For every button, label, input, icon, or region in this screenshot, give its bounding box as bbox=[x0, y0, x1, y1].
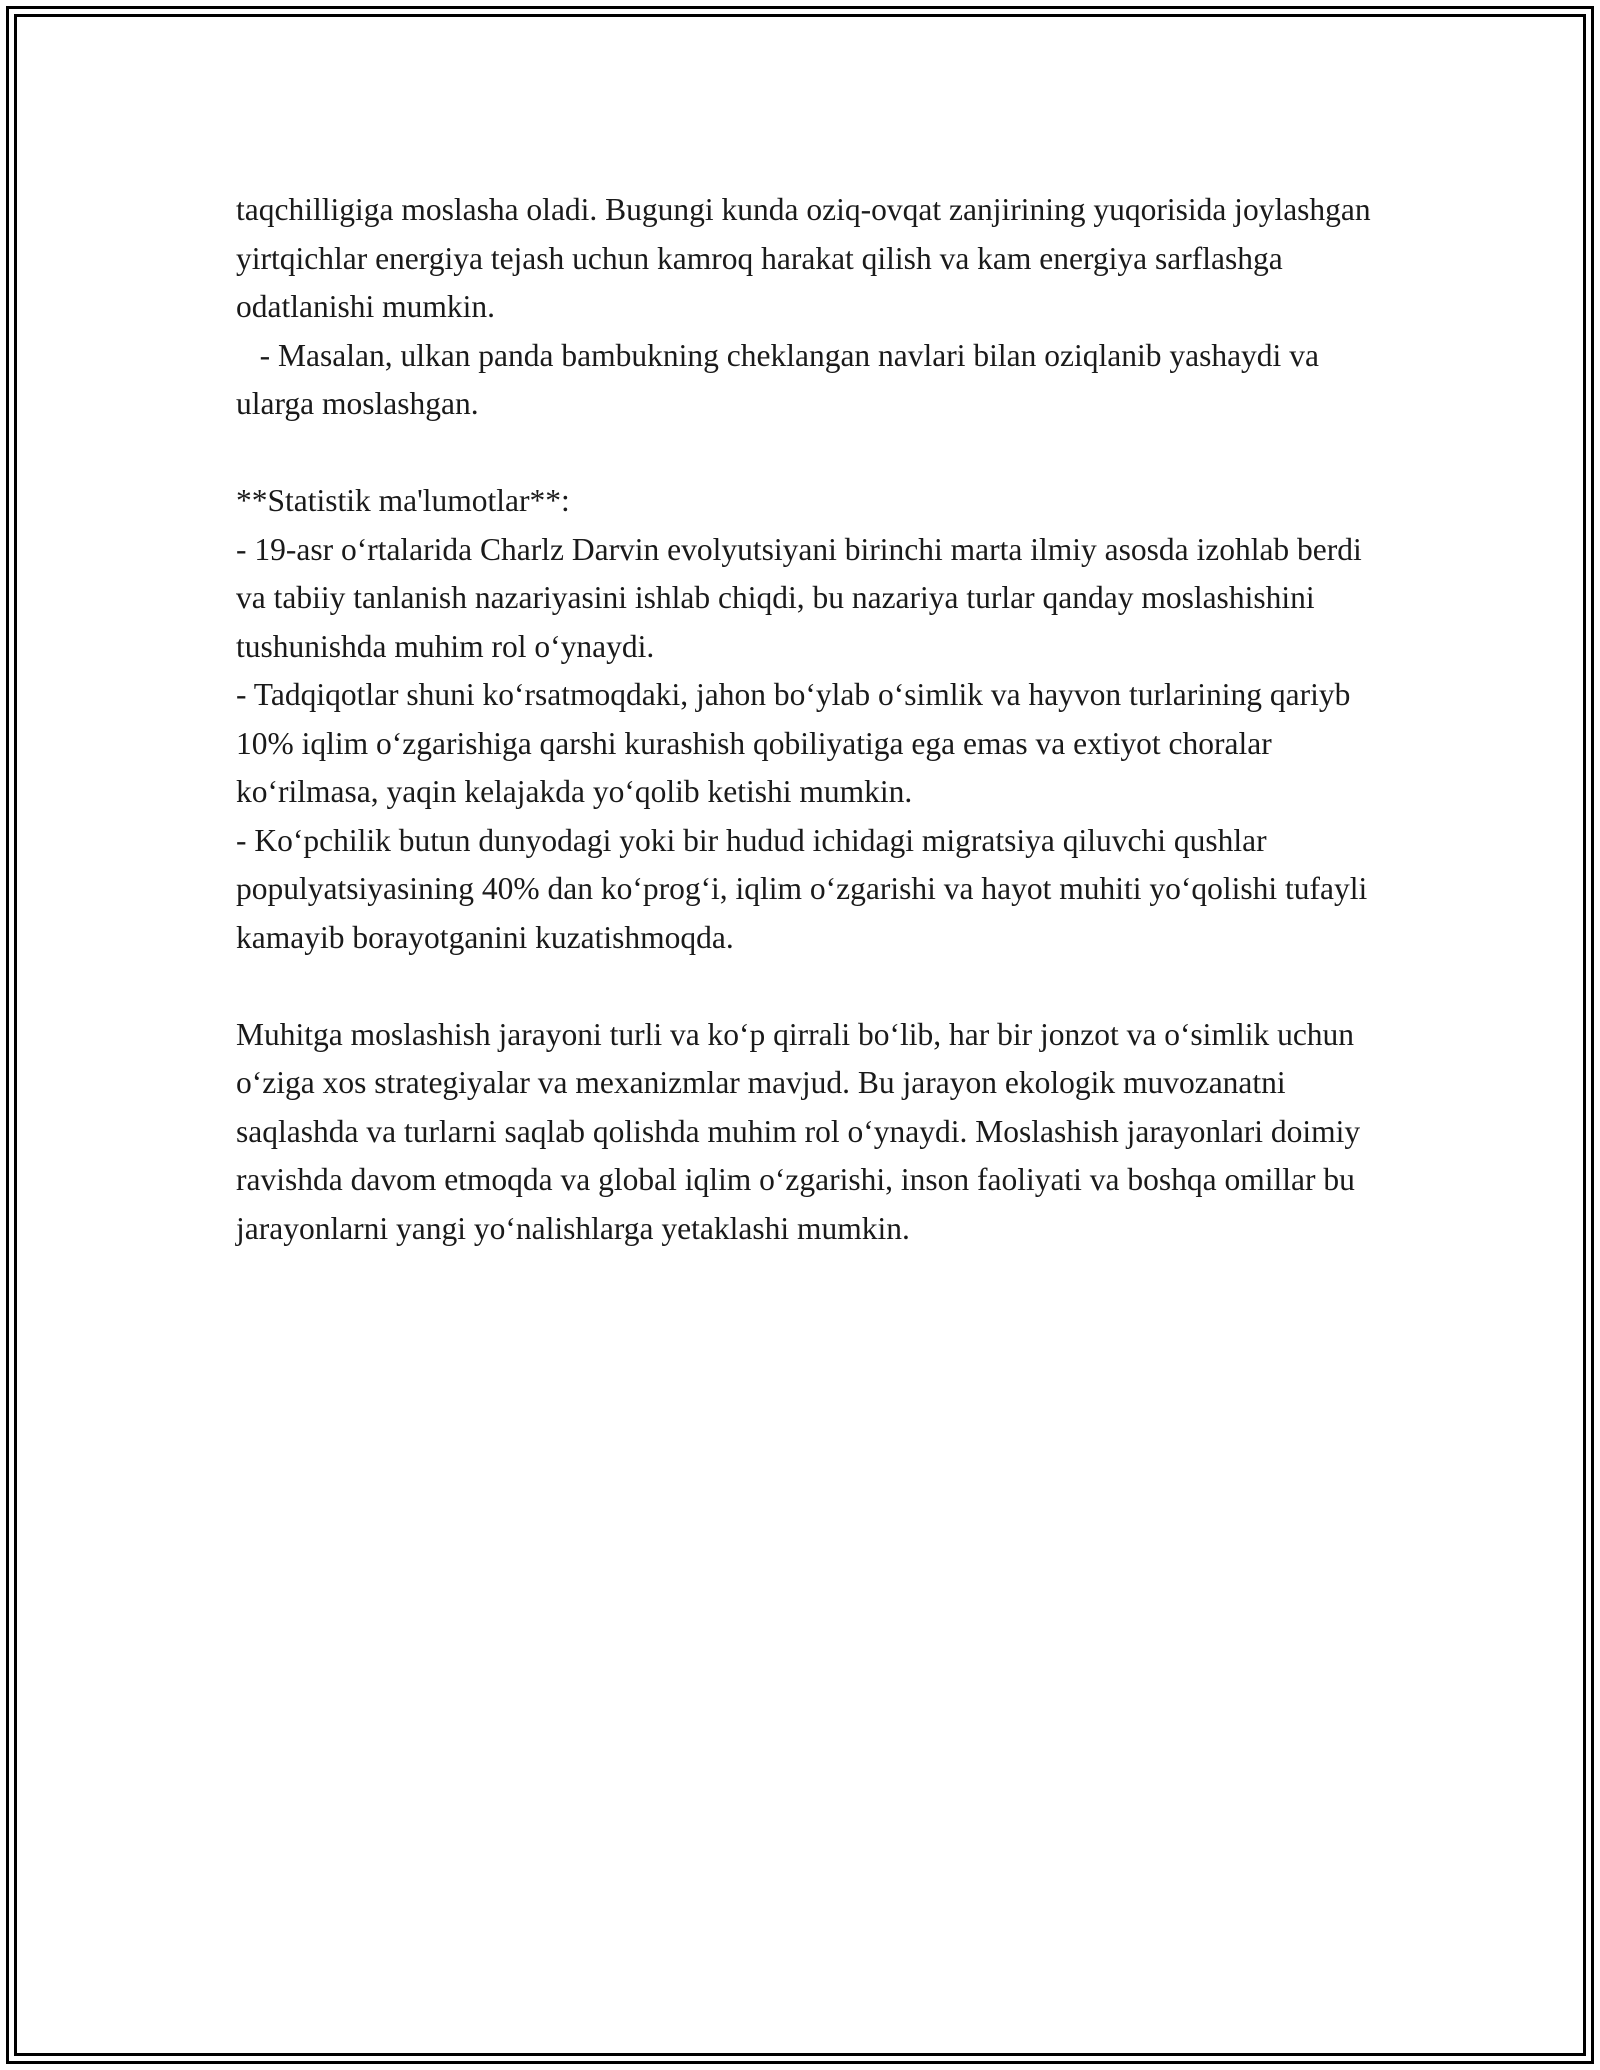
paragraph-panda-example: - Masalan, ulkan panda bambukning cheklangan navlari bilan oziqlanib yashaydi va ularga moslashgan. bbox=[236, 337, 1327, 421]
paragraph-spacer bbox=[236, 429, 1396, 478]
paragraph-spacer bbox=[236, 962, 1396, 1011]
paragraph-predator-adaptation: taqchilligiga moslasha oladi. Bugungi kunda oziq-ovqat zanjirining yuqorisida joylashgan yirtqichlar energiya tejash uchun kamroq harakat qilish va kam energiya sarflashga odatlanishi mumkin. bbox=[236, 192, 1379, 324]
paragraph-conclusion: Muhitga moslashish jarayoni turli va ko‘p qirrali bo‘lib, har bir jonzot va o‘simlik uchun o‘ziga xos strategiyalar va mexanizmlar mavjud. Bu jarayon ekologik muvozanatni saqlashda va turlarni saqlab qolishda muhim rol o‘ynaydi. Moslashish jarayonlari doimiy ravishda davom etmoqda va global iqlim o‘zgarishi, inson faoliyati va boshqa omillar bu jarayonlarni yangi yo‘nalishlarga yetaklashi mumkin. bbox=[236, 1016, 1369, 1246]
statistics-item-birds: - Ko‘pchilik butun dunyodagi yoki bir hudud ichidagi migratsiya qiluvchi qushlar populyatsiyasining 40% dan ko‘prog‘i, iqlim o‘zgarishi va hayot muhiti yo‘qolishi tufayli kamayib borayotganini kuzatishmoqda. bbox=[236, 822, 1376, 955]
statistics-heading: **Statistik ma'lumotlar**: bbox=[236, 483, 570, 518]
statistics-item-species: - Tadqiqotlar shuni ko‘rsatmoqdaki, jahon bo‘ylab o‘simlik va hayvon turlarining qariyb 10% iqlim o‘zgarishiga qarshi kurashish qobiliyatiga ega emas va extiyot choralar ko‘rilmasa, yaqin kelajakda yo‘qolib ketishi mumkin. bbox=[236, 677, 1359, 809]
statistics-item-darwin: - 19-asr o‘rtalarida Charlz Darvin evolyutsiyani birinchi marta ilmiy asosda izohlab berdi va tabiiy tanlanish nazariyasini ishlab chiqdi, bu nazariya turlar qanday moslashishini tushunishda muhim rol o‘ynaydi. bbox=[236, 531, 1370, 664]
document-body bbox=[236, 186, 1396, 1253]
